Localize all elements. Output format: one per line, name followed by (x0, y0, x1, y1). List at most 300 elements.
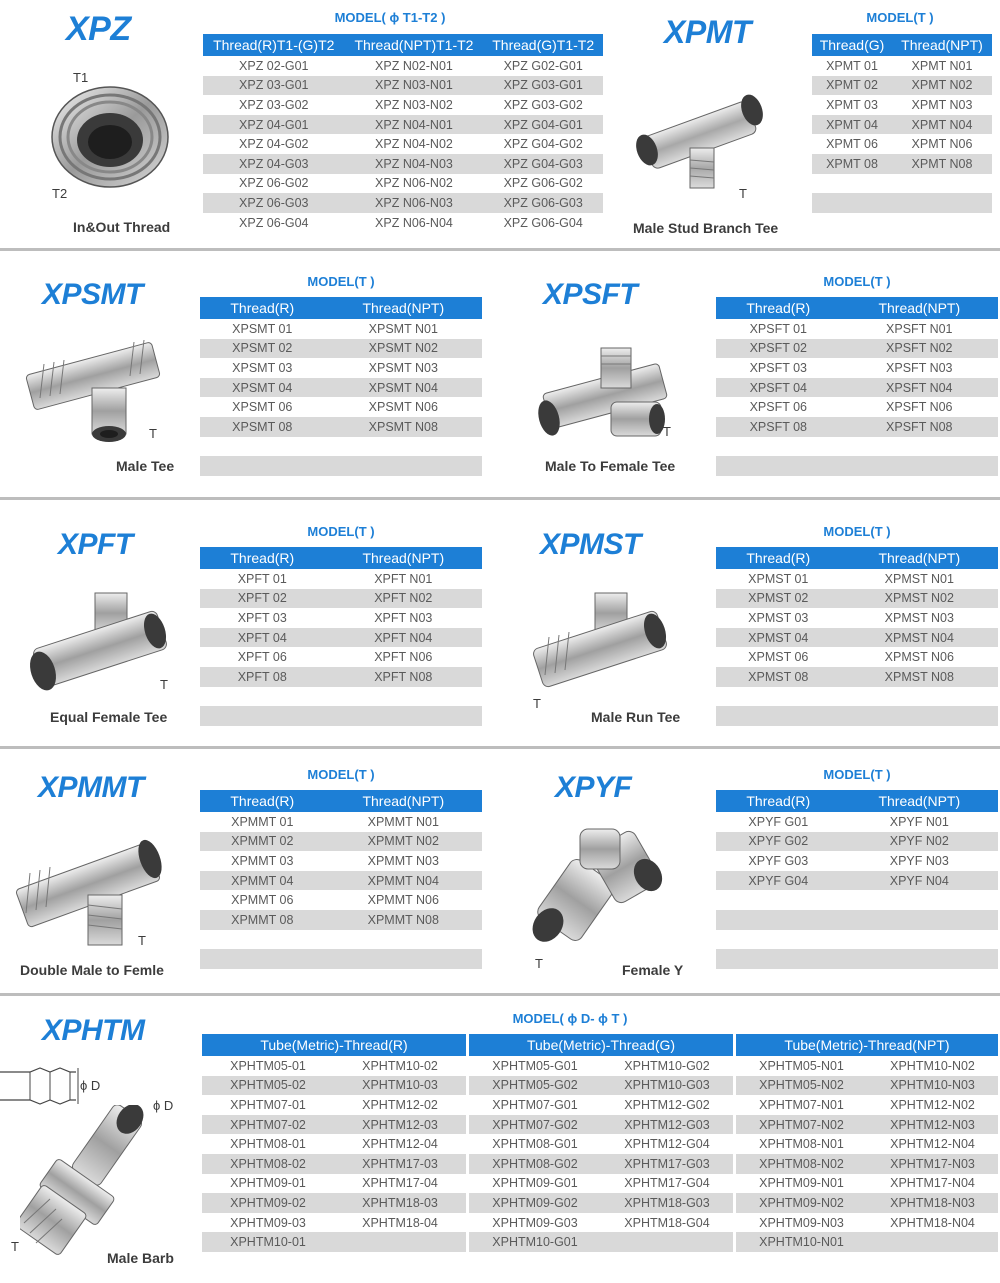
table-cell: XPSMT N04 (325, 378, 482, 398)
table-cell (716, 910, 841, 930)
table-cell: XPZ G03-G01 (483, 76, 603, 96)
table-cell: XPHTM07-N02 (736, 1115, 867, 1135)
xpmmt-row (200, 890, 482, 910)
table-cell: XPMMT N01 (325, 812, 482, 832)
section-divider (0, 993, 1000, 996)
table-cell (716, 890, 841, 910)
xpft-row (200, 687, 482, 707)
table-cell (716, 930, 841, 950)
xpmt-row (812, 115, 992, 135)
xpsmt-row (200, 417, 482, 437)
xphtm-fitting-image (20, 1105, 170, 1255)
table-cell: XPHTM05-01 (202, 1056, 334, 1076)
table-cell: XPZ G04-G02 (483, 134, 603, 154)
table-cell: XPHTM09-G03 (469, 1213, 601, 1233)
xphtm-table-r (202, 1034, 466, 1252)
table-cell: XPSFT 08 (716, 417, 841, 437)
table-cell: XPSFT N08 (841, 417, 998, 437)
xpft-caption: Equal Female Tee (50, 709, 168, 725)
xpz-row (203, 115, 603, 135)
table-cell: XPYF G03 (716, 851, 841, 871)
xphtm-g-row (469, 1095, 733, 1115)
table-cell (841, 930, 998, 950)
xpft-row (200, 628, 482, 648)
table-cell: XPHTM07-G01 (469, 1095, 601, 1115)
xphtm-npt-row (736, 1095, 998, 1115)
xpmt-fitting-image (635, 78, 775, 198)
table-cell: XPHTM07-N01 (736, 1095, 867, 1115)
table-cell: XPHTM10-N03 (867, 1076, 998, 1096)
table-cell: XPZ N06-N04 (345, 213, 484, 233)
xpft-row (200, 589, 482, 609)
xphtm-g-row (469, 1193, 733, 1213)
xpmt-label-t: T (739, 186, 747, 201)
table-cell: XPSFT N04 (841, 378, 998, 398)
table-cell (325, 949, 482, 969)
table-cell: XPZ N06-N03 (345, 193, 484, 213)
table-cell: XPHTM18-03 (334, 1193, 466, 1213)
table-cell: XPHTM12-N02 (867, 1095, 998, 1115)
xpz-row (203, 134, 603, 154)
table-cell: XPHTM12-G03 (601, 1115, 733, 1135)
xpyf-row (716, 949, 998, 969)
table-cell: XPZ 04-G02 (203, 134, 345, 154)
xpmt-row (812, 154, 992, 174)
xphtm-g-row (469, 1115, 733, 1135)
xphtm-header-npt: Tube(Metric)-Thread(NPT) (736, 1034, 998, 1056)
xpmmt-table (200, 790, 482, 969)
table-cell: XPHTM18-G04 (601, 1213, 733, 1233)
table-cell (325, 456, 482, 476)
table-cell: XPHTM12-04 (334, 1134, 466, 1154)
xphtm-r-row (202, 1232, 466, 1252)
table-cell (841, 437, 998, 457)
table-cell: XPMMT 02 (200, 832, 325, 852)
xphtm-caption: Male Barb (107, 1250, 174, 1266)
table-cell: XPFT N02 (325, 589, 482, 609)
table-cell: XPFT 08 (200, 667, 325, 687)
xpz-caption: In&Out Thread (73, 219, 171, 235)
section-divider (0, 248, 1000, 251)
xpsmt-code: XPSMT (42, 278, 143, 311)
table-cell: XPSMT N08 (325, 417, 482, 437)
xpyf-code: XPYF (555, 771, 632, 804)
xpsft-row (716, 319, 998, 339)
xpsft-row (716, 358, 998, 378)
table-cell: XPHTM08-01 (202, 1134, 334, 1154)
xphtm-table-g (469, 1034, 733, 1252)
xphtm-g-row (469, 1056, 733, 1076)
table-cell: XPSMT 04 (200, 378, 325, 398)
xphtm-label-t: T (11, 1239, 19, 1254)
xpsft-row (716, 437, 998, 457)
table-cell: XPHTM07-G02 (469, 1115, 601, 1135)
table-cell: XPHTM10-G01 (469, 1232, 601, 1252)
table-cell: XPHTM12-G02 (601, 1095, 733, 1115)
table-cell (200, 687, 325, 707)
table-cell: XPMMT 04 (200, 871, 325, 891)
table-cell: XPHTM10-03 (334, 1076, 466, 1096)
xpyf-row (716, 871, 998, 891)
table-cell: XPZ G04-G01 (483, 115, 603, 135)
table-cell: XPMT N02 (892, 76, 992, 96)
xpmt-row (812, 95, 992, 115)
table-cell: XPHTM17-N04 (867, 1174, 998, 1194)
xphtm-npt-row (736, 1213, 998, 1233)
xpft-row (200, 647, 482, 667)
table-cell: XPHTM09-N03 (736, 1213, 867, 1233)
table-cell: XPSFT 06 (716, 397, 841, 417)
table-cell (200, 437, 325, 457)
table-cell: XPYF N04 (841, 871, 998, 891)
table-cell: XPMT 02 (812, 76, 892, 96)
table-cell (200, 706, 325, 726)
table-cell: XPHTM10-01 (202, 1232, 334, 1252)
xpmst-header-1: Thread(R) (716, 547, 841, 569)
table-cell: XPHTM05-N01 (736, 1056, 867, 1076)
xpmst-fitting-image (525, 585, 685, 700)
xpmst-row (716, 628, 998, 648)
table-cell: XPMT N06 (892, 134, 992, 154)
xpmst-caption: Male Run Tee (591, 709, 681, 725)
table-cell: XPZ 04-G03 (203, 154, 345, 174)
xpsmt-row (200, 378, 482, 398)
xphtm-g-row (469, 1076, 733, 1096)
table-cell: XPMT N01 (892, 56, 992, 76)
table-cell: XPHTM17-04 (334, 1174, 466, 1194)
table-cell: XPFT N03 (325, 608, 482, 628)
xphtm-r-row (202, 1115, 466, 1135)
xpmt-header-1: Thread(G) (812, 34, 892, 56)
table-cell: XPHTM05-G02 (469, 1076, 601, 1096)
xphtm-header-r: Tube(Metric)-Thread(R) (202, 1034, 466, 1056)
table-cell: XPHTM08-G02 (469, 1154, 601, 1174)
table-cell: XPMMT N02 (325, 832, 482, 852)
xpft-row (200, 608, 482, 628)
xpmmt-row (200, 832, 482, 852)
table-cell: XPMST 06 (716, 647, 841, 667)
table-cell: XPHTM05-02 (202, 1076, 334, 1096)
table-cell: XPHTM07-02 (202, 1115, 334, 1135)
table-cell: XPFT 02 (200, 589, 325, 609)
table-cell: XPMST N08 (841, 667, 998, 687)
table-cell: XPZ 02-G01 (203, 56, 345, 76)
xpmst-row (716, 647, 998, 667)
xpz-header-3: Thread(G)T1-T2 (483, 34, 603, 56)
xpsft-table (716, 297, 998, 476)
table-cell: XPHTM08-02 (202, 1154, 334, 1174)
table-cell: XPHTM10-N01 (736, 1232, 867, 1252)
xpmmt-row (200, 871, 482, 891)
table-cell: XPZ 06-G02 (203, 174, 345, 194)
xpmt-row (812, 174, 992, 194)
table-cell (892, 174, 992, 194)
xpyf-table (716, 790, 998, 969)
xphtm-npt-row (736, 1115, 998, 1135)
table-cell: XPMST 01 (716, 569, 841, 589)
xpmst-row (716, 667, 998, 687)
xpsmt-header-2: Thread(NPT) (325, 297, 482, 319)
table-cell: XPFT N06 (325, 647, 482, 667)
xphtm-barb-profile-image (0, 1066, 80, 1106)
xpz-code: XPZ (66, 10, 131, 48)
table-cell: XPZ 04-G01 (203, 115, 345, 135)
table-cell: XPSMT N01 (325, 319, 482, 339)
table-cell: XPFT 03 (200, 608, 325, 628)
table-cell: XPZ G02-G01 (483, 56, 603, 76)
table-cell: XPSMT 08 (200, 417, 325, 437)
xpmst-label-t: T (533, 696, 541, 711)
table-cell: XPMMT N03 (325, 851, 482, 871)
xpmmt-row (200, 851, 482, 871)
table-cell: XPZ N03-N02 (345, 95, 484, 115)
table-cell: XPMT N03 (892, 95, 992, 115)
xphtm-r-row (202, 1174, 466, 1194)
table-cell (325, 687, 482, 707)
table-cell: XPMT N04 (892, 115, 992, 135)
table-cell (867, 1232, 998, 1252)
table-cell (325, 930, 482, 950)
table-cell (716, 706, 841, 726)
table-cell: XPHTM05-G01 (469, 1056, 601, 1076)
xpft-row (200, 706, 482, 726)
xpsft-header-1: Thread(R) (716, 297, 841, 319)
table-cell: XPHTM09-N01 (736, 1174, 867, 1194)
table-cell (841, 949, 998, 969)
xphtm-r-row (202, 1193, 466, 1213)
xpsft-code: XPSFT (543, 278, 638, 311)
xpmt-row (812, 76, 992, 96)
xpmmt-row (200, 949, 482, 969)
xpmt-model: MODEL(T ) (866, 10, 934, 25)
xpsft-row (716, 417, 998, 437)
table-cell: XPHTM10-G02 (601, 1056, 733, 1076)
table-cell (841, 456, 998, 476)
table-cell (200, 456, 325, 476)
xpyf-row (716, 812, 998, 832)
table-cell: XPMST 03 (716, 608, 841, 628)
table-cell: XPSFT 02 (716, 339, 841, 359)
table-cell: XPYF N03 (841, 851, 998, 871)
table-cell: XPHTM10-02 (334, 1056, 466, 1076)
xpmst-row (716, 706, 998, 726)
table-cell: XPFT N08 (325, 667, 482, 687)
table-cell (716, 437, 841, 457)
xpsmt-row (200, 358, 482, 378)
xphtm-g-row (469, 1174, 733, 1194)
xpmt-row (812, 134, 992, 154)
xphtm-r-row (202, 1076, 466, 1096)
xpyf-row (716, 890, 998, 910)
xpsft-row (716, 378, 998, 398)
table-cell: XPSFT N06 (841, 397, 998, 417)
xpft-model: MODEL(T ) (307, 524, 375, 539)
table-cell (200, 949, 325, 969)
xpsmt-fitting-image (20, 338, 170, 448)
xpft-code: XPFT (58, 528, 133, 561)
table-cell: XPMST N01 (841, 569, 998, 589)
xphtm-g-row (469, 1232, 733, 1252)
xpsmt-header-1: Thread(R) (200, 297, 325, 319)
xphtm-table-npt (736, 1034, 998, 1252)
xpyf-row (716, 910, 998, 930)
table-cell: XPFT 04 (200, 628, 325, 648)
xpft-fitting-image (25, 585, 175, 700)
xphtm-g-row (469, 1134, 733, 1154)
table-cell: XPZ 06-G04 (203, 213, 345, 233)
table-cell: XPMMT 08 (200, 910, 325, 930)
xpz-label-t1: T1 (73, 70, 89, 85)
table-cell (200, 930, 325, 950)
table-cell: XPZ N06-N02 (345, 174, 484, 194)
table-cell: XPYF N01 (841, 812, 998, 832)
table-cell: XPSMT 06 (200, 397, 325, 417)
table-cell: XPMMT 03 (200, 851, 325, 871)
xpmst-table (716, 547, 998, 726)
xphtm-r-row (202, 1056, 466, 1076)
table-cell: XPZ G04-G03 (483, 154, 603, 174)
xpz-header-1: Thread(R)T1-(G)T2 (203, 34, 345, 56)
table-cell: XPHTM10-G03 (601, 1076, 733, 1096)
xpyf-label-t: T (535, 956, 543, 971)
xpmst-header-2: Thread(NPT) (841, 547, 998, 569)
table-cell: XPSMT 01 (200, 319, 325, 339)
xpyf-fitting-image (530, 825, 680, 955)
table-cell: XPHTM09-01 (202, 1174, 334, 1194)
table-cell: XPYF G04 (716, 871, 841, 891)
table-cell: XPZ N02-N01 (345, 56, 484, 76)
table-cell: XPZ 03-G01 (203, 76, 345, 96)
xpmmt-model: MODEL(T ) (307, 767, 375, 782)
xpsmt-row (200, 339, 482, 359)
table-cell: XPHTM18-N03 (867, 1193, 998, 1213)
table-cell: XPHTM09-03 (202, 1213, 334, 1233)
xpsft-header-2: Thread(NPT) (841, 297, 998, 319)
table-cell: XPZ G03-G02 (483, 95, 603, 115)
xpsft-row (716, 397, 998, 417)
table-cell: XPFT 01 (200, 569, 325, 589)
table-cell: XPHTM17-G04 (601, 1174, 733, 1194)
table-cell: XPZ G06-G04 (483, 213, 603, 233)
xpyf-row (716, 832, 998, 852)
table-cell: XPZ 03-G02 (203, 95, 345, 115)
xpmst-code: XPMST (540, 528, 641, 561)
xpmt-table (812, 34, 992, 213)
xpsft-label-t: T (663, 424, 671, 439)
table-cell: XPMMT N08 (325, 910, 482, 930)
xpmmt-row (200, 930, 482, 950)
table-cell (325, 437, 482, 457)
xpmt-header-2: Thread(NPT) (892, 34, 992, 56)
xpsmt-row (200, 437, 482, 457)
table-cell: XPMMT N06 (325, 890, 482, 910)
xpft-table (200, 547, 482, 726)
table-cell (716, 456, 841, 476)
table-cell (841, 890, 998, 910)
table-cell: XPYF G01 (716, 812, 841, 832)
table-cell: XPYF G02 (716, 832, 841, 852)
section-divider (0, 497, 1000, 500)
table-cell: XPMST N02 (841, 589, 998, 609)
xpyf-header-1: Thread(R) (716, 790, 841, 812)
xpmst-row (716, 687, 998, 707)
xpsmt-label-t: T (149, 426, 157, 441)
table-cell: XPHTM09-02 (202, 1193, 334, 1213)
table-cell: XPMST N06 (841, 647, 998, 667)
table-cell: XPSFT N02 (841, 339, 998, 359)
xpsmt-row (200, 319, 482, 339)
table-cell: XPZ N04-N02 (345, 134, 484, 154)
xpmmt-code: XPMMT (38, 771, 144, 804)
table-cell: XPSFT N01 (841, 319, 998, 339)
table-cell: XPHTM12-N03 (867, 1115, 998, 1135)
xpmmt-caption: Double Male to Femle (20, 962, 164, 978)
xpz-row (203, 56, 603, 76)
xpft-header-2: Thread(NPT) (325, 547, 482, 569)
xphtm-npt-row (736, 1056, 998, 1076)
table-cell: XPHTM09-N02 (736, 1193, 867, 1213)
table-cell: XPMST 08 (716, 667, 841, 687)
table-cell: XPZ N04-N03 (345, 154, 484, 174)
table-cell: XPSFT N03 (841, 358, 998, 378)
table-cell: XPMST 04 (716, 628, 841, 648)
xpyf-model: MODEL(T ) (823, 767, 891, 782)
xphtm-g-row (469, 1213, 733, 1233)
xpyf-row (716, 851, 998, 871)
xpyf-row (716, 930, 998, 950)
xpft-row (200, 667, 482, 687)
table-cell (841, 706, 998, 726)
table-cell: XPSFT 04 (716, 378, 841, 398)
table-cell: XPSMT N02 (325, 339, 482, 359)
xphtm-npt-row (736, 1154, 998, 1174)
table-cell: XPHTM08-N02 (736, 1154, 867, 1174)
table-cell: XPMMT 06 (200, 890, 325, 910)
xpz-row (203, 76, 603, 96)
table-cell: XPMST 02 (716, 589, 841, 609)
xphtm-r-row (202, 1154, 466, 1174)
table-cell (812, 174, 892, 194)
xpsft-model: MODEL(T ) (823, 274, 891, 289)
table-cell: XPMMT 01 (200, 812, 325, 832)
table-cell: XPMT N08 (892, 154, 992, 174)
xpz-model: MODEL( ϕ T1-T2 ) (334, 10, 446, 25)
table-cell (325, 706, 482, 726)
table-cell (892, 193, 992, 213)
xpsmt-row (200, 397, 482, 417)
section-divider (0, 746, 1000, 749)
table-cell: XPHTM08-N01 (736, 1134, 867, 1154)
table-cell: XPSFT 03 (716, 358, 841, 378)
xpmmt-fitting-image (10, 825, 170, 955)
table-cell: XPHTM05-N02 (736, 1076, 867, 1096)
xpmst-model: MODEL(T ) (823, 524, 891, 539)
table-cell: XPSMT 02 (200, 339, 325, 359)
xphtm-code: XPHTM (42, 1014, 145, 1047)
xpmst-row (716, 608, 998, 628)
xpz-row (203, 213, 603, 233)
table-cell: XPSFT 01 (716, 319, 841, 339)
xpmmt-header-2: Thread(NPT) (325, 790, 482, 812)
table-cell (601, 1232, 733, 1252)
xpsft-caption: Male To Female Tee (545, 458, 676, 474)
xpz-fitting-image (40, 72, 180, 202)
table-cell: XPHTM09-G01 (469, 1174, 601, 1194)
xphtm-g-row (469, 1154, 733, 1174)
table-cell (334, 1232, 466, 1252)
table-cell: XPYF N02 (841, 832, 998, 852)
table-cell: XPMST N04 (841, 628, 998, 648)
